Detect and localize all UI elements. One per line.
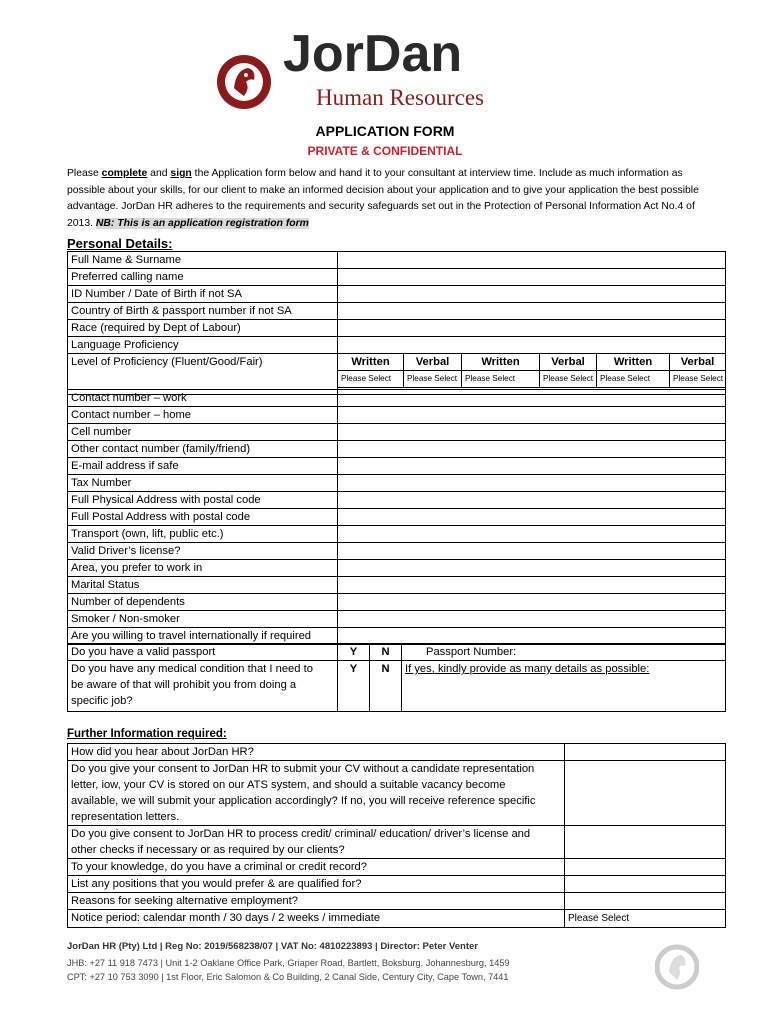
- personal-row-field[interactable]: [338, 269, 726, 286]
- personal-row-label: ID Number / Date of Birth if not SA: [68, 286, 338, 303]
- table-row: [68, 424, 726, 441]
- further-answer-field[interactable]: [565, 910, 726, 928]
- contact-row-field[interactable]: [338, 526, 726, 543]
- further-answer-field[interactable]: [565, 893, 726, 910]
- medical-details-field[interactable]: [402, 661, 726, 712]
- contact-row-label: Marital Status: [68, 577, 338, 594]
- contact-row-field[interactable]: [338, 543, 726, 560]
- contact-row-field[interactable]: [338, 560, 726, 577]
- medical-no[interactable]: N: [370, 661, 402, 712]
- contact-row-field[interactable]: [338, 458, 726, 475]
- contact-row-label: Contact number – home: [68, 407, 338, 424]
- contact-row-field[interactable]: [338, 577, 726, 594]
- medical-yes[interactable]: Y: [338, 661, 370, 712]
- lang-select-4[interactable]: Please Select: [540, 371, 597, 388]
- table-row: [68, 826, 726, 859]
- personal-row-label: Country of Birth & passport number if not SA: [68, 303, 338, 320]
- further-question: To your knowledge, do you have a criminal or credit record?: [68, 859, 565, 876]
- further-answer-field[interactable]: [565, 826, 726, 859]
- personal-row-field[interactable]: [338, 337, 726, 354]
- passport-number-label: Passport Number:: [426, 646, 517, 658]
- table-row: [68, 910, 726, 928]
- proficiency-label: Level of Proficiency (Fluent/Good/Fair): [68, 354, 338, 388]
- further-question: Do you give your consent to JorDan HR to submit your CV without a candidate representation letter, iow, your CV is stored on our ATS system, and should a suitable vacancy become available, we will submit your application accordingly? If no, you will receive reference specific representation letters.: [68, 761, 565, 826]
- table-row: [68, 475, 726, 492]
- page-title: APPLICATION FORM: [315, 123, 455, 139]
- intro-complete: complete: [101, 168, 148, 179]
- table-row: [68, 543, 726, 560]
- contact-row-label: Smoker / Non-smoker: [68, 611, 338, 628]
- contact-row-field[interactable]: [338, 611, 726, 628]
- lang-written-1: Written: [338, 354, 404, 371]
- contact-row-field[interactable]: [338, 509, 726, 526]
- contact-row-label: Are you willing to travel internationally if required: [68, 628, 338, 645]
- table-row: [68, 526, 726, 543]
- passport-yes[interactable]: Y: [338, 644, 370, 661]
- personal-row-field[interactable]: [338, 252, 726, 269]
- personal-row-label: Preferred calling name: [68, 269, 338, 286]
- table-row: [68, 594, 726, 611]
- table-row: [68, 859, 726, 876]
- contact-row-label: Full Postal Address with postal code: [68, 509, 338, 526]
- passport-label: Do you have a valid passport: [68, 644, 338, 661]
- lang-select-1[interactable]: Please Select: [338, 371, 404, 388]
- passport-medical-table: [67, 643, 726, 712]
- contact-row-label: E-mail address if safe: [68, 458, 338, 475]
- lion-watermark-icon: [655, 942, 699, 992]
- medical-label: Do you have any medical condition that I need to be aware of that will prohibit you from doing a specific job?: [68, 661, 338, 712]
- table-row: [68, 611, 726, 628]
- contact-row-label: Number of dependents: [68, 594, 338, 611]
- personal-details-table: [67, 251, 726, 354]
- contact-row-field[interactable]: [338, 492, 726, 509]
- contact-row-field[interactable]: [338, 424, 726, 441]
- further-info-heading: Further Information required:: [67, 728, 227, 740]
- lang-verbal-1: Verbal: [404, 354, 462, 371]
- personal-row-field[interactable]: [338, 286, 726, 303]
- notice-period-select[interactable]: Please Select: [568, 913, 630, 924]
- footer-company-line: JorDan HR (Pty) Ltd | Reg No: 2019/568238/07 | VAT No: 4810223893 | Director: Peter Venter: [67, 941, 479, 952]
- contact-row-label: Full Physical Address with postal code: [68, 492, 338, 509]
- lang-select-5[interactable]: Please Select: [597, 371, 670, 388]
- passport-no[interactable]: N: [370, 644, 402, 661]
- further-question: Reasons for seeking alternative employment?: [68, 893, 565, 910]
- contact-row-field[interactable]: [338, 441, 726, 458]
- intro-sign: sign: [170, 168, 192, 179]
- contact-row-field[interactable]: [338, 407, 726, 424]
- table-row: [68, 390, 726, 407]
- lang-written-3: Written: [597, 354, 670, 371]
- further-question: Do you give consent to JorDan HR to process credit/ criminal/ education/ driver’s license and other checks if necessary or as required by our clients?: [68, 826, 565, 859]
- footer-jhb-line: JHB: +27 11 918 7473 | Unit 1-2 Oaklane Office Park, Griaper Road, Bartlett, Boksburg, Johannesburg, 1459: [67, 958, 510, 968]
- table-row: [68, 407, 726, 424]
- table-row: [68, 252, 726, 269]
- contact-row-label: Tax Number: [68, 475, 338, 492]
- table-row: [68, 337, 726, 354]
- intro-paragraph: Please complete and sign the Application form below and hand it to your consultant at interview time. Include as much information as possible about your skills, for our client to make an informed decision about your application and to give your application the best possible advantage. JorDan HR adheres to the requirements and security safeguards set out in the Protection of Personal Information Act No.4 of 2013. NB: This is an application registration form: [67, 168, 699, 229]
- medical-details-label: If yes, kindly provide as many details as possible:: [405, 663, 650, 675]
- table-row: [68, 560, 726, 577]
- table-row: [68, 269, 726, 286]
- table-row: [68, 577, 726, 594]
- lang-written-2: Written: [462, 354, 540, 371]
- contact-details-table: [67, 389, 726, 645]
- lion-logo-icon: [216, 48, 276, 116]
- personal-row-label: Race (required by Dept of Labour): [68, 320, 338, 337]
- further-question: List any positions that you would prefer & are qualified for?: [68, 876, 565, 893]
- contact-row-field[interactable]: [338, 628, 726, 645]
- personal-row-label: Full Name & Surname: [68, 252, 338, 269]
- contact-row-label: Transport (own, lift, public etc.): [68, 526, 338, 543]
- brand-name: JorDan: [283, 25, 463, 83]
- contact-row-label: Valid Driver’s license?: [68, 543, 338, 560]
- personal-details-heading: Personal Details:: [67, 236, 173, 251]
- passport-number-field[interactable]: [402, 644, 726, 661]
- contact-row-label: Cell number: [68, 424, 338, 441]
- table-row: [68, 893, 726, 910]
- lang-select-6[interactable]: Please Select: [670, 371, 726, 388]
- contact-row-field[interactable]: [338, 594, 726, 611]
- lang-select-3[interactable]: Please Select: [462, 371, 540, 388]
- table-row: [68, 509, 726, 526]
- further-question: Notice period: calendar month / 30 days / 2 weeks / immediate: [68, 910, 565, 928]
- table-row: [68, 492, 726, 509]
- contact-row-field[interactable]: [338, 475, 726, 492]
- lang-verbal-2: Verbal: [540, 354, 597, 371]
- table-row: [68, 303, 726, 320]
- table-row: [68, 320, 726, 337]
- footer-cpt-line: CPT: +27 10 753 3090 | 1st Floor, Eric Salomon & Co Building, 2 Canal Side, Century City, Cape Town, 7441: [67, 972, 509, 982]
- personal-row-field[interactable]: [338, 303, 726, 320]
- further-answer-field[interactable]: [565, 744, 726, 761]
- table-row: [68, 876, 726, 893]
- table-row: [68, 761, 726, 826]
- personal-row-field[interactable]: [338, 320, 726, 337]
- further-answer-field[interactable]: [565, 859, 726, 876]
- table-row: [68, 458, 726, 475]
- table-row: [68, 286, 726, 303]
- lang-select-2[interactable]: Please Select: [404, 371, 462, 388]
- contact-row-label: Other contact number (family/friend): [68, 441, 338, 458]
- page-subtitle: PRIVATE & CONFIDENTIAL: [307, 144, 463, 158]
- further-info-table: [67, 743, 726, 928]
- lang-verbal-3: Verbal: [670, 354, 726, 371]
- intro-nb: NB: This is an application registration form: [95, 217, 309, 229]
- further-question: How did you hear about JorDan HR?: [68, 744, 565, 761]
- contact-row-label: Area, you prefer to work in: [68, 560, 338, 577]
- table-row: [68, 441, 726, 458]
- contact-row-label: Contact number – work: [68, 390, 338, 407]
- personal-row-label: Language Proficiency: [68, 337, 338, 354]
- further-answer-field[interactable]: [565, 761, 726, 826]
- further-answer-field[interactable]: [565, 876, 726, 893]
- table-row: [68, 628, 726, 645]
- brand-subtitle: Human Resources: [316, 85, 484, 110]
- contact-row-field[interactable]: [338, 390, 726, 407]
- table-row: [68, 744, 726, 761]
